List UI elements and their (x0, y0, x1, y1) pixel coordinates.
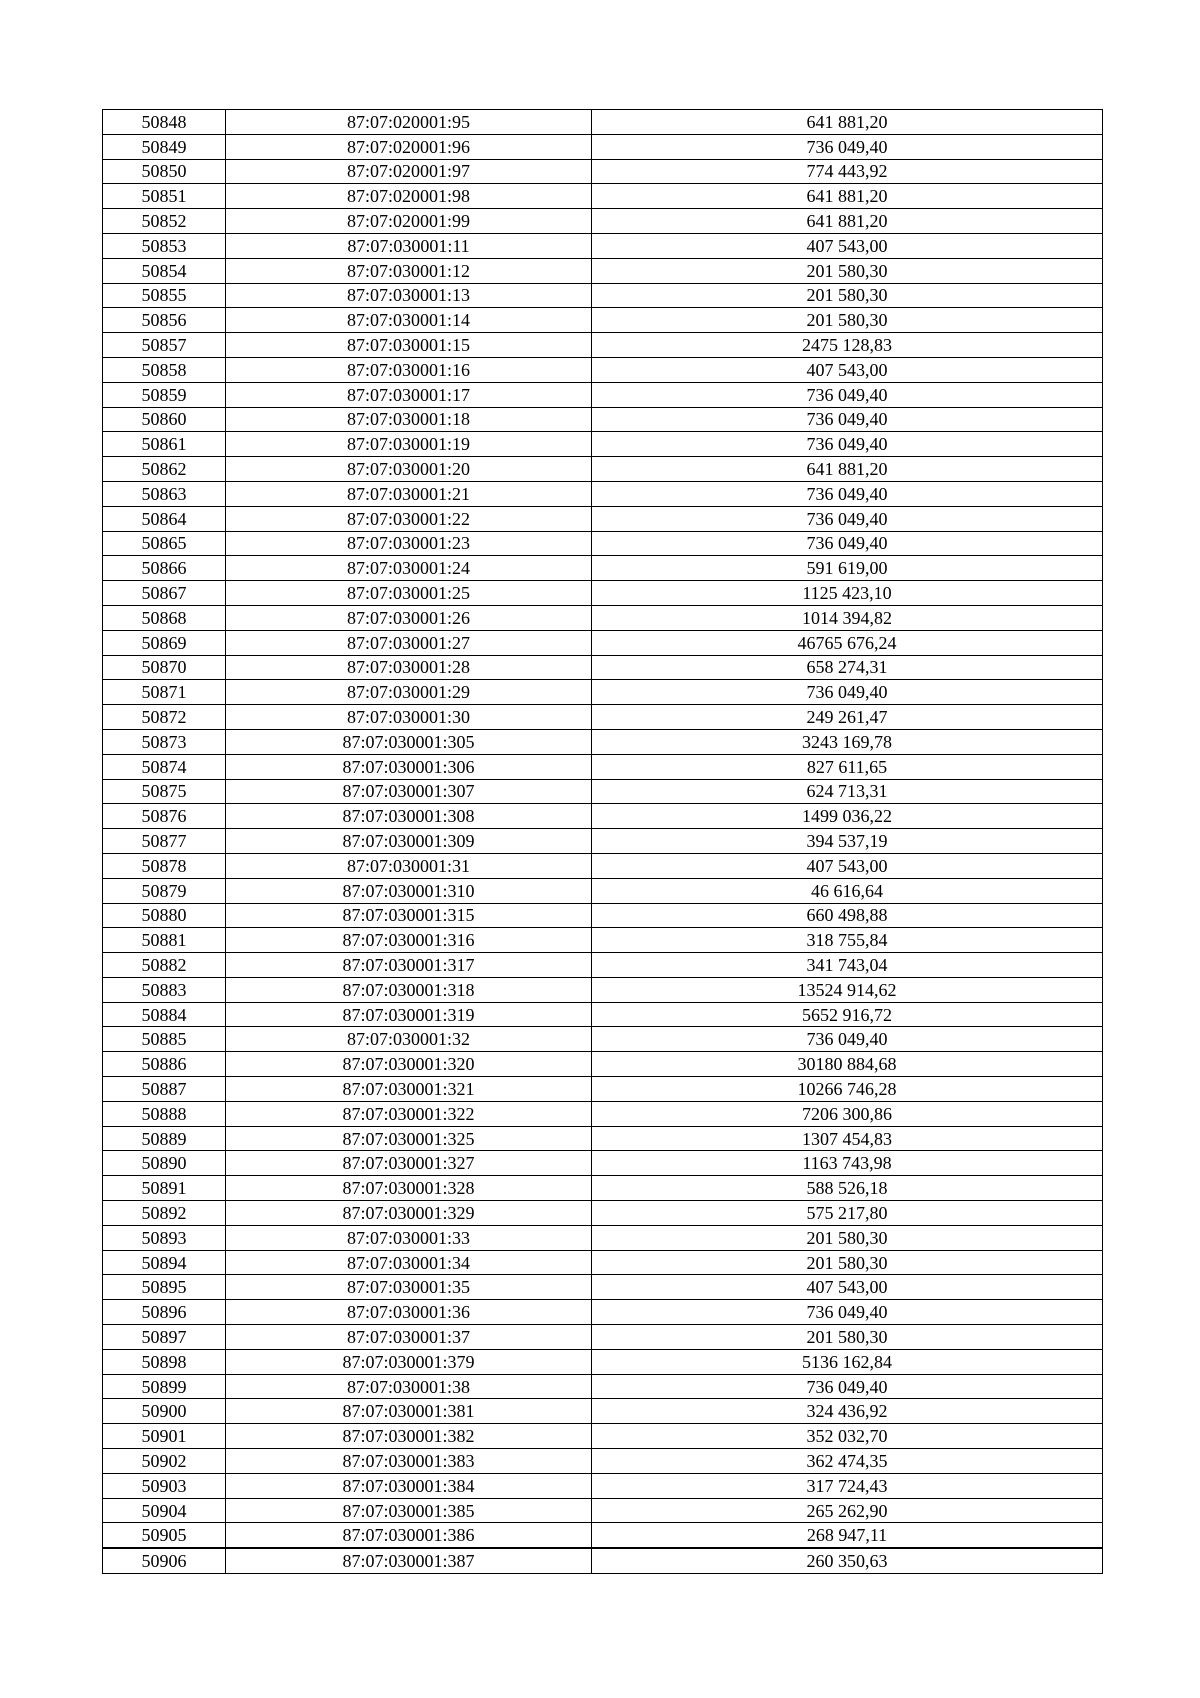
cadastral-value-cell: 641 881,20 (592, 209, 1103, 234)
cadastral-number-cell: 87:07:030001:25 (226, 581, 592, 606)
cadastral-value-cell: 201 580,30 (592, 308, 1103, 333)
row-number-cell: 50850 (103, 159, 226, 184)
cadastral-number-cell: 87:07:030001:307 (226, 779, 592, 804)
cadastral-number-cell: 87:07:030001:383 (226, 1449, 592, 1474)
cadastral-value-cell: 588 526,18 (592, 1176, 1103, 1201)
cadastral-number-cell: 87:07:030001:387 (226, 1548, 592, 1573)
cadastral-value-cell: 641 881,20 (592, 110, 1103, 135)
row-number-cell: 50880 (103, 903, 226, 928)
table-row (103, 308, 1103, 333)
cadastral-value-cell: 3243 169,78 (592, 729, 1103, 754)
cadastral-value-cell: 736 049,40 (592, 407, 1103, 432)
cadastral-number-cell: 87:07:030001:322 (226, 1101, 592, 1126)
cadastral-value-cell: 268 947,11 (592, 1523, 1103, 1548)
table-row (103, 1473, 1103, 1498)
table-row (103, 531, 1103, 556)
cadastral-number-cell: 87:07:030001:320 (226, 1052, 592, 1077)
table-row (103, 357, 1103, 382)
row-number-cell: 50848 (103, 110, 226, 135)
cadastral-value-cell: 341 743,04 (592, 953, 1103, 978)
table-row (103, 1077, 1103, 1102)
cadastral-number-cell: 87:07:030001:12 (226, 258, 592, 283)
cadastral-value-cell: 46 616,64 (592, 878, 1103, 903)
cadastral-value-cell: 736 049,40 (592, 1027, 1103, 1052)
row-number-cell: 50894 (103, 1250, 226, 1275)
cadastral-number-cell: 87:07:030001:325 (226, 1126, 592, 1151)
row-number-cell: 50889 (103, 1126, 226, 1151)
table-row (103, 1449, 1103, 1474)
row-number-cell: 50891 (103, 1176, 226, 1201)
cadastral-number-cell: 87:07:030001:31 (226, 853, 592, 878)
cadastral-number-cell: 87:07:030001:30 (226, 705, 592, 730)
table-row (103, 804, 1103, 829)
cadastral-value-cell: 1307 454,83 (592, 1126, 1103, 1151)
cadastral-number-cell: 87:07:030001:316 (226, 928, 592, 953)
cadastral-value-cell: 201 580,30 (592, 1225, 1103, 1250)
cadastral-number-cell: 87:07:020001:95 (226, 110, 592, 135)
cadastral-value-cell: 2475 128,83 (592, 333, 1103, 358)
table-row (103, 209, 1103, 234)
table-row (103, 407, 1103, 432)
cadastral-value-cell: 736 049,40 (592, 680, 1103, 705)
row-number-cell: 50859 (103, 382, 226, 407)
cadastral-number-cell: 87:07:030001:15 (226, 333, 592, 358)
table-row (103, 1548, 1103, 1573)
table-row (103, 1325, 1103, 1350)
table-row (103, 457, 1103, 482)
cadastral-number-cell: 87:07:030001:27 (226, 630, 592, 655)
cadastral-number-cell: 87:07:020001:98 (226, 184, 592, 209)
cadastral-number-cell: 87:07:030001:36 (226, 1300, 592, 1325)
cadastral-value-cell: 736 049,40 (592, 382, 1103, 407)
cadastral-number-cell: 87:07:030001:321 (226, 1077, 592, 1102)
cadastral-number-cell: 87:07:030001:38 (226, 1374, 592, 1399)
row-number-cell: 50869 (103, 630, 226, 655)
table-row (103, 1498, 1103, 1523)
table-row (103, 853, 1103, 878)
cadastral-value-cell: 1499 036,22 (592, 804, 1103, 829)
row-number-cell: 50905 (103, 1523, 226, 1548)
cadastral-value-cell: 575 217,80 (592, 1201, 1103, 1226)
cadastral-value-cell: 407 543,00 (592, 1275, 1103, 1300)
row-number-cell: 50870 (103, 655, 226, 680)
row-number-cell: 50884 (103, 1002, 226, 1027)
cadastral-number-cell: 87:07:030001:16 (226, 357, 592, 382)
cadastral-value-cell: 265 262,90 (592, 1498, 1103, 1523)
cadastral-value-cell: 5136 162,84 (592, 1349, 1103, 1374)
cadastral-number-cell: 87:07:030001:34 (226, 1250, 592, 1275)
row-number-cell: 50855 (103, 283, 226, 308)
cadastral-number-cell: 87:07:030001:386 (226, 1523, 592, 1548)
row-number-cell: 50878 (103, 853, 226, 878)
row-number-cell: 50893 (103, 1225, 226, 1250)
row-number-cell: 50874 (103, 754, 226, 779)
cadastral-value-cell: 827 611,65 (592, 754, 1103, 779)
cadastral-number-cell: 87:07:030001:20 (226, 457, 592, 482)
table-row (103, 506, 1103, 531)
cadastral-value-cell: 201 580,30 (592, 1325, 1103, 1350)
table-row (103, 159, 1103, 184)
cadastral-number-cell: 87:07:030001:318 (226, 977, 592, 1002)
table-row (103, 878, 1103, 903)
row-number-cell: 50856 (103, 308, 226, 333)
row-number-cell: 50862 (103, 457, 226, 482)
table-row (103, 110, 1103, 135)
cadastral-number-cell: 87:07:020001:99 (226, 209, 592, 234)
table-row (103, 556, 1103, 581)
cadastral-number-cell: 87:07:030001:19 (226, 432, 592, 457)
row-number-cell: 50881 (103, 928, 226, 953)
row-number-cell: 50852 (103, 209, 226, 234)
cadastral-number-cell: 87:07:030001:17 (226, 382, 592, 407)
table-row (103, 605, 1103, 630)
cadastral-number-cell: 87:07:030001:385 (226, 1498, 592, 1523)
table-row (103, 655, 1103, 680)
cadastral-number-cell: 87:07:030001:319 (226, 1002, 592, 1027)
cadastral-number-cell: 87:07:030001:305 (226, 729, 592, 754)
row-number-cell: 50864 (103, 506, 226, 531)
table-row (103, 581, 1103, 606)
table-row (103, 258, 1103, 283)
row-number-cell: 50903 (103, 1473, 226, 1498)
cadastral-value-cell: 1125 423,10 (592, 581, 1103, 606)
table-row (103, 754, 1103, 779)
row-number-cell: 50849 (103, 134, 226, 159)
cadastral-number-cell: 87:07:030001:29 (226, 680, 592, 705)
cadastral-value-cell: 46765 676,24 (592, 630, 1103, 655)
table-row (103, 233, 1103, 258)
cadastral-value-cell: 13524 914,62 (592, 977, 1103, 1002)
cadastral-value-cell: 30180 884,68 (592, 1052, 1103, 1077)
row-number-cell: 50865 (103, 531, 226, 556)
cadastral-value-cell: 201 580,30 (592, 1250, 1103, 1275)
cadastral-value-cell: 394 537,19 (592, 829, 1103, 854)
row-number-cell: 50861 (103, 432, 226, 457)
table-row (103, 1101, 1103, 1126)
cadastral-number-cell: 87:07:030001:329 (226, 1201, 592, 1226)
table-row (103, 729, 1103, 754)
row-number-cell: 50883 (103, 977, 226, 1002)
cadastral-value-cell: 362 474,35 (592, 1449, 1103, 1474)
cadastral-number-cell: 87:07:030001:384 (226, 1473, 592, 1498)
table-row (103, 779, 1103, 804)
cadastral-number-cell: 87:07:030001:18 (226, 407, 592, 432)
table-row (103, 1027, 1103, 1052)
row-number-cell: 50857 (103, 333, 226, 358)
table-row (103, 1300, 1103, 1325)
cadastral-number-cell: 87:07:020001:96 (226, 134, 592, 159)
cadastral-value-cell: 736 049,40 (592, 1300, 1103, 1325)
cadastral-number-cell: 87:07:030001:21 (226, 481, 592, 506)
row-number-cell: 50906 (103, 1548, 226, 1573)
row-number-cell: 50875 (103, 779, 226, 804)
cadastral-number-cell: 87:07:030001:23 (226, 531, 592, 556)
cadastral-value-cell: 1163 743,98 (592, 1151, 1103, 1176)
table-row (103, 333, 1103, 358)
cadastral-number-cell: 87:07:030001:24 (226, 556, 592, 581)
cadastral-number-cell: 87:07:030001:11 (226, 233, 592, 258)
cadastral-number-cell: 87:07:030001:22 (226, 506, 592, 531)
table-row (103, 1126, 1103, 1151)
row-number-cell: 50904 (103, 1498, 226, 1523)
table-row (103, 134, 1103, 159)
row-number-cell: 50902 (103, 1449, 226, 1474)
cadastral-number-cell: 87:07:030001:327 (226, 1151, 592, 1176)
row-number-cell: 50868 (103, 605, 226, 630)
table-row (103, 1151, 1103, 1176)
cadastral-number-cell: 87:07:030001:328 (226, 1176, 592, 1201)
table-row (103, 1052, 1103, 1077)
cadastral-value-cell: 624 713,31 (592, 779, 1103, 804)
row-number-cell: 50858 (103, 357, 226, 382)
row-number-cell: 50854 (103, 258, 226, 283)
cadastral-value-cell: 774 443,92 (592, 159, 1103, 184)
cadastral-number-cell: 87:07:030001:33 (226, 1225, 592, 1250)
row-number-cell: 50871 (103, 680, 226, 705)
table-row (103, 903, 1103, 928)
table-row (103, 1176, 1103, 1201)
cadastral-value-cell: 407 543,00 (592, 853, 1103, 878)
cadastral-value-cell: 352 032,70 (592, 1424, 1103, 1449)
table-row (103, 953, 1103, 978)
cadastral-value-cell: 5652 916,72 (592, 1002, 1103, 1027)
cadastral-value-cell: 407 543,00 (592, 357, 1103, 382)
cadastral-number-cell: 87:07:030001:14 (226, 308, 592, 333)
cadastral-value-cell: 736 049,40 (592, 432, 1103, 457)
row-number-cell: 50887 (103, 1077, 226, 1102)
row-number-cell: 50901 (103, 1424, 226, 1449)
cadastral-value-cell: 1014 394,82 (592, 605, 1103, 630)
cadastral-value-cell: 736 049,40 (592, 1374, 1103, 1399)
row-number-cell: 50882 (103, 953, 226, 978)
cadastral-value-cell: 736 049,40 (592, 531, 1103, 556)
row-number-cell: 50877 (103, 829, 226, 854)
cadastral-value-cell: 736 049,40 (592, 134, 1103, 159)
table-row (103, 382, 1103, 407)
cadastral-number-cell: 87:07:030001:309 (226, 829, 592, 854)
row-number-cell: 50895 (103, 1275, 226, 1300)
row-number-cell: 50853 (103, 233, 226, 258)
row-number-cell: 50866 (103, 556, 226, 581)
row-number-cell: 50896 (103, 1300, 226, 1325)
cadastral-value-cell: 318 755,84 (592, 928, 1103, 953)
row-number-cell: 50888 (103, 1101, 226, 1126)
table-row (103, 184, 1103, 209)
cadastral-value-cell: 407 543,00 (592, 233, 1103, 258)
cadastral-number-cell: 87:07:030001:379 (226, 1349, 592, 1374)
cadastral-number-cell: 87:07:030001:381 (226, 1399, 592, 1424)
cadastral-value-cell: 10266 746,28 (592, 1077, 1103, 1102)
table-row (103, 680, 1103, 705)
table-row (103, 1374, 1103, 1399)
cadastral-number-cell: 87:07:030001:315 (226, 903, 592, 928)
cadastral-value-cell: 324 436,92 (592, 1399, 1103, 1424)
cadastral-number-cell: 87:07:030001:13 (226, 283, 592, 308)
row-number-cell: 50867 (103, 581, 226, 606)
table-row (103, 928, 1103, 953)
row-number-cell: 50886 (103, 1052, 226, 1077)
cadastral-value-cell: 736 049,40 (592, 506, 1103, 531)
row-number-cell: 50860 (103, 407, 226, 432)
row-number-cell: 50898 (103, 1349, 226, 1374)
cadastral-number-cell: 87:07:030001:382 (226, 1424, 592, 1449)
table-row (103, 1349, 1103, 1374)
table-row (103, 1275, 1103, 1300)
row-number-cell: 50892 (103, 1201, 226, 1226)
cadastral-number-cell: 87:07:030001:32 (226, 1027, 592, 1052)
table-row (103, 630, 1103, 655)
table-row (103, 283, 1103, 308)
table-body (103, 110, 1103, 1574)
cadastral-number-cell: 87:07:030001:310 (226, 878, 592, 903)
cadastral-number-cell: 87:07:030001:317 (226, 953, 592, 978)
cadastral-value-cell: 201 580,30 (592, 258, 1103, 283)
row-number-cell: 50900 (103, 1399, 226, 1424)
row-number-cell: 50876 (103, 804, 226, 829)
cadastral-value-table (102, 109, 1103, 1574)
cadastral-number-cell: 87:07:030001:35 (226, 1275, 592, 1300)
cadastral-value-cell: 249 261,47 (592, 705, 1103, 730)
cadastral-value-cell: 641 881,20 (592, 184, 1103, 209)
table-row (103, 1399, 1103, 1424)
row-number-cell: 50879 (103, 878, 226, 903)
table-row (103, 1424, 1103, 1449)
cadastral-value-cell: 736 049,40 (592, 481, 1103, 506)
table-row (103, 432, 1103, 457)
cadastral-value-cell: 658 274,31 (592, 655, 1103, 680)
table-row (103, 1201, 1103, 1226)
table-row (103, 829, 1103, 854)
cadastral-value-cell: 7206 300,86 (592, 1101, 1103, 1126)
table-row (103, 977, 1103, 1002)
table-row (103, 705, 1103, 730)
row-number-cell: 50873 (103, 729, 226, 754)
row-number-cell: 50885 (103, 1027, 226, 1052)
row-number-cell: 50851 (103, 184, 226, 209)
row-number-cell: 50863 (103, 481, 226, 506)
cadastral-value-cell: 641 881,20 (592, 457, 1103, 482)
cadastral-number-cell: 87:07:020001:97 (226, 159, 592, 184)
table-row (103, 1523, 1103, 1548)
cadastral-value-cell: 660 498,88 (592, 903, 1103, 928)
cadastral-value-cell: 260 350,63 (592, 1548, 1103, 1573)
table-row (103, 1250, 1103, 1275)
table-row (103, 481, 1103, 506)
cadastral-number-cell: 87:07:030001:26 (226, 605, 592, 630)
row-number-cell: 50872 (103, 705, 226, 730)
cadastral-number-cell: 87:07:030001:28 (226, 655, 592, 680)
table-row (103, 1002, 1103, 1027)
row-number-cell: 50897 (103, 1325, 226, 1350)
cadastral-value-cell: 317 724,43 (592, 1473, 1103, 1498)
row-number-cell: 50890 (103, 1151, 226, 1176)
cadastral-value-cell: 591 619,00 (592, 556, 1103, 581)
cadastral-value-cell: 201 580,30 (592, 283, 1103, 308)
cadastral-number-cell: 87:07:030001:306 (226, 754, 592, 779)
table-row (103, 1225, 1103, 1250)
row-number-cell: 50899 (103, 1374, 226, 1399)
cadastral-number-cell: 87:07:030001:308 (226, 804, 592, 829)
cadastral-number-cell: 87:07:030001:37 (226, 1325, 592, 1350)
